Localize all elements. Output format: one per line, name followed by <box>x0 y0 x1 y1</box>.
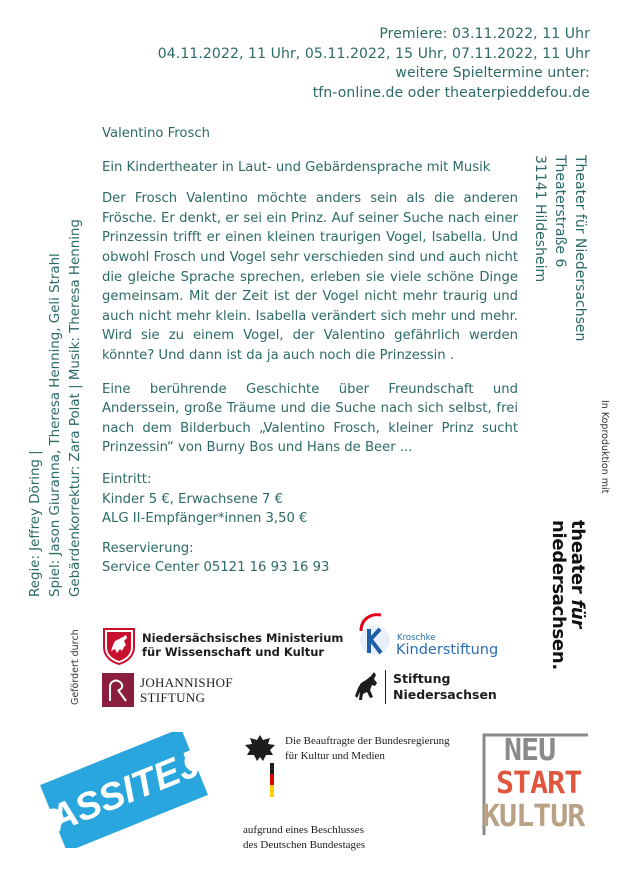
address-city: 31141 Hildesheim <box>532 155 548 283</box>
stiftung-name-1: Stiftung <box>393 671 451 686</box>
assitej-ticket-icon <box>38 732 210 848</box>
performance-dates <box>158 25 590 103</box>
bund-resolution-1: aufgrund eines Beschlusses <box>243 824 364 836</box>
reservation-label: Reservierung: <box>102 540 194 556</box>
horse-icon <box>353 670 381 702</box>
credits-sign-music: Gebärdenkorrektur: Zara Polat | Musik: Theresa Henning <box>68 219 83 597</box>
federal-government-logo <box>243 733 450 851</box>
tfn-logo-fuer: für <box>567 599 588 628</box>
bund-name-2: für Kultur und Medien <box>285 750 385 762</box>
reservation-phone[interactable]: Service Center 05121 16 93 16 93 <box>102 560 330 576</box>
ministry-name-2: für Wissenschaft und Kultur <box>142 645 325 659</box>
assitej-logo <box>38 732 210 852</box>
website-links[interactable]: tfn-online.de oder theaterpieddefou.de <box>312 84 590 101</box>
johannishof-name-1: JOHANNISHOF <box>140 675 233 690</box>
address-street: Theaterstraße 6 <box>552 155 568 268</box>
kroschke-big: Kinderstiftung <box>396 642 499 658</box>
more-dates-label: weitere Spieltermine unter: <box>395 65 590 81</box>
coproduction-label: In Koproduktion mit <box>599 400 610 494</box>
further-dates: 04.11.2022, 11 Uhr, 05.11.2022, 15 Uhr, 07.11.2022, 11 Uhr <box>157 45 590 62</box>
admission-prices: Kinder 5 €, Erwachsene 7 € <box>102 491 283 507</box>
play-subtitle: Ein Kindertheater in Laut- und Gebärdensprache mit Musik <box>102 159 491 175</box>
ministry-name-1: Niedersächsisches Ministerium <box>142 631 344 645</box>
neustart-neu: NEU <box>504 733 556 768</box>
federal-eagle-icon <box>243 733 277 799</box>
funded-by-label: Gefördert durch <box>70 629 81 705</box>
johannishof-emblem-icon <box>102 673 134 707</box>
main-text <box>102 124 518 578</box>
play-title: Valentino Frosch <box>102 126 210 141</box>
admission-reduced: ALG II-Empfänger*innen 3,50 € <box>102 511 308 527</box>
credits-cast: Spiel: Jason Giuranna, Theresa Henning, Geli Strahl <box>48 253 63 597</box>
kroschke-emblem-icon <box>357 613 393 659</box>
premiere-date: Premiere: 03.11.2022, 11 Uhr <box>379 26 590 42</box>
tfn-logo <box>549 520 587 670</box>
credits <box>26 219 86 597</box>
neustart-kultur-logo <box>482 733 590 837</box>
tfn-logo-niedersachsen: niedersachsen. <box>548 520 569 670</box>
assitej-text: ASSITEJ <box>43 742 207 841</box>
description-paragraph-2: Eine berührende Geschichte über Freundschaft und Anderssein, große Träume und die Suche nach sich selbst, frei nach dem Bilderbuch „Valentino Frosch, kleiner Prinz sucht Prinzessin“ von Burny Bos und Hans de Beer ... <box>102 381 518 456</box>
credits-direction: Regie: Jeffrey Döring | <box>28 450 43 597</box>
bund-resolution-2: des Deutschen Bundestages <box>243 839 366 851</box>
johannishof-name-2: STIFTUNG <box>140 690 206 705</box>
bund-name-1: Die Beauftragte der Bundesregierung <box>285 735 450 747</box>
neustart-start: START <box>496 766 582 801</box>
tfn-logo-theater: theater <box>567 520 588 600</box>
theater-address <box>530 155 590 341</box>
kroschke-logo <box>357 613 499 663</box>
description-paragraph-1: Der Frosch Valentino möchte anders sein als die anderen Frösche. Er denkt, er sei ein Prinz. Auf seiner Suche nach einer Prinzessin trifft er einen kleinen traurigen Vogel, Isabella. Und obwohl Frosch und Vogel sehr verschieden sind und auch nicht die gleiche Sprache sprechen, erleben sie viele schöne Dinge gemeinsam. Mit der Zeit ist der Vogel nicht mehr traurig und auch nicht mehr klein. Isabella verändert sich mehr und mehr. Wird sie zu einem Vogel, der Valentino gefährlich werden könnte? Und dann ist da ja auch noch die Prinzessin . <box>102 191 518 363</box>
stiftung-name-2: Niedersachsen <box>393 687 497 702</box>
ministry-logo <box>102 627 344 669</box>
admission-label: Eintritt: <box>102 471 152 487</box>
neustart-kultur: KULTUR <box>482 799 585 834</box>
address-name: Theater für Niedersachsen <box>572 155 588 342</box>
stiftung-niedersachsen-logo <box>353 670 497 706</box>
johannishof-logo <box>102 673 233 711</box>
lower-saxony-crest-icon <box>102 627 136 665</box>
kroschke-small: Kroschke <box>397 633 436 643</box>
